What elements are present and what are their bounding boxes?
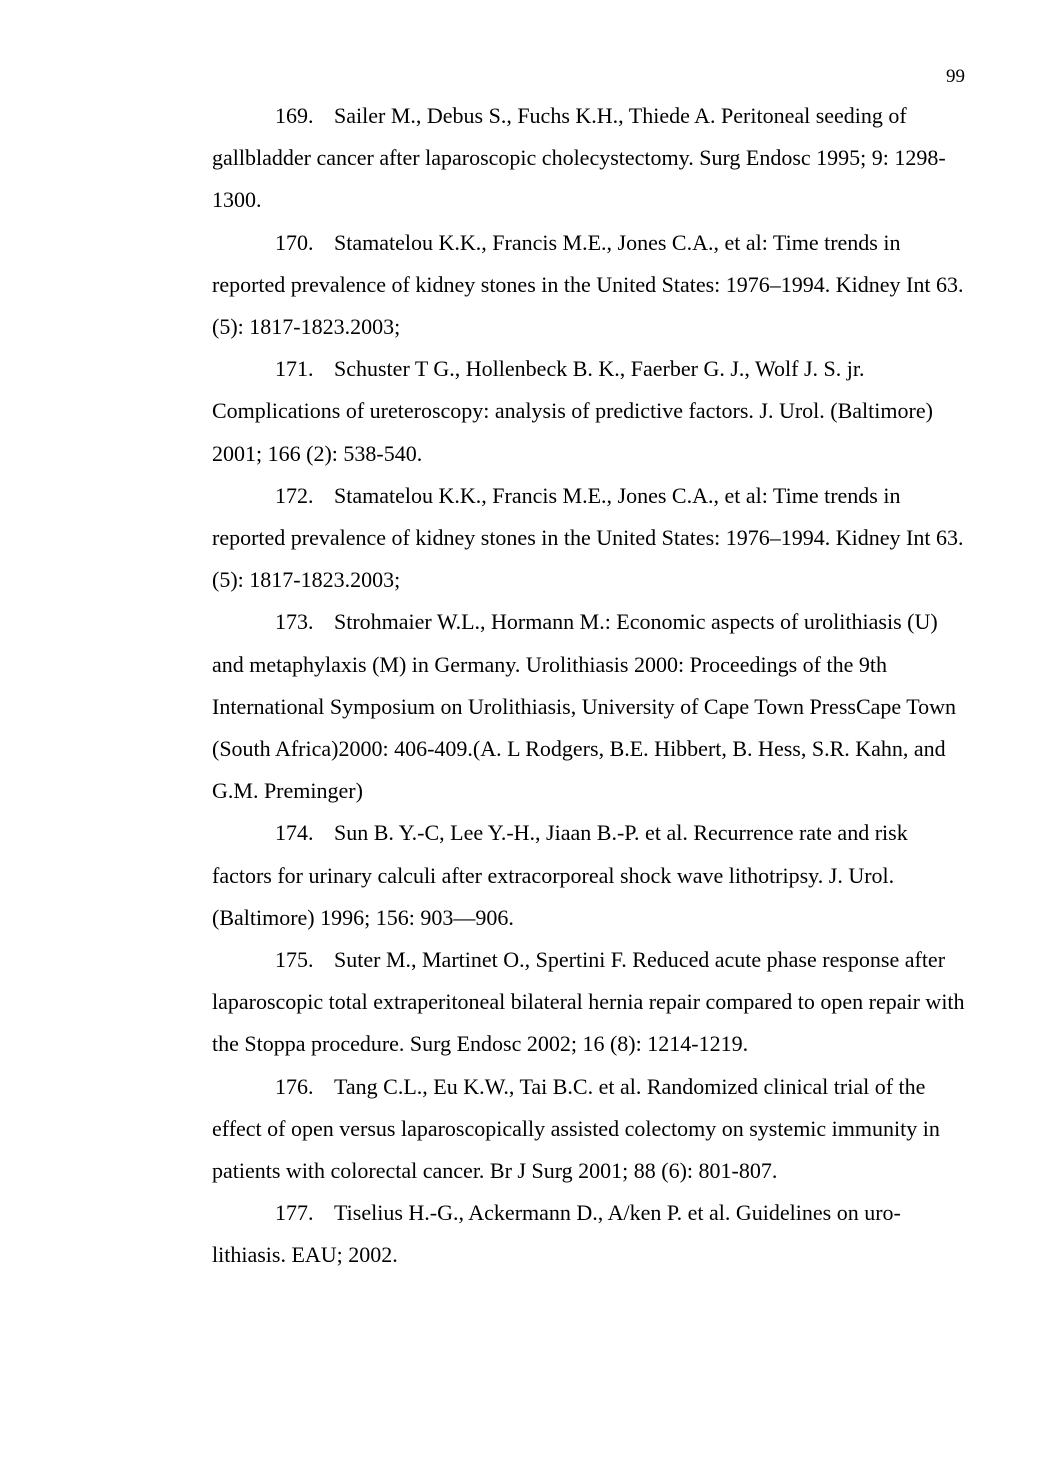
reference-number: 170.	[275, 229, 314, 255]
reference-number: 171.	[275, 356, 314, 382]
reference-number: 173.	[275, 609, 314, 635]
reference-text: Tang C.L., Eu K.W., Tai B.C. et al. Randomized clinical trial of the effect of open versus laparoscopically assisted colectomy on systemic immunity in patients with colorectal cancer. Br J Surg 2001; 88 (6): 801-807.	[212, 1073, 940, 1184]
reference-item	[212, 1066, 972, 1193]
reference-item	[212, 601, 972, 812]
reference-item	[212, 222, 972, 349]
reference-number: 172.	[275, 482, 314, 508]
reference-text: Sun B. Y.-C, Lee Y.-H., Jiaan B.-P. et al. Recurrence rate and risk factors for urinary calculi after extracorporeal shock wave lithotripsy. J. Urol. (Baltimore) 1996; 156: 903—906.	[212, 820, 908, 930]
reference-text: Tiselius H.-G., Ackermann D., A/ken P. et al. Guidelines on uro-lithiasis. EAU; 2002.	[212, 1200, 901, 1268]
reference-item	[212, 95, 972, 222]
reference-text: Sailer M., Debus S., Fuchs K.H., Thiede A. Peritoneal seeding of gallbladder cancer after laparoscopic cholecystectomy. Surg Endosc 1995; 9: 1298-1300.	[212, 103, 946, 213]
reference-text: Stamatelou K.K., Francis M.E., Jones C.A., et al: Time trends in reported prevalence of kidney stones in the United States: 1976–1994. Kidney Int 63. (5): 1817-1823.2003;	[212, 229, 964, 340]
reference-text: Suter M., Martinet O., Spertini F. Reduced acute phase response after laparoscopic total extraperitoneal bilateral hernia repair compared to open repair with the Stoppa procedure. Surg Endosc 2002; 16 (8): 1214-1219.	[212, 947, 965, 1057]
reference-item	[212, 1192, 972, 1276]
page-number: 99	[946, 66, 965, 87]
reference-number: 176.	[275, 1073, 314, 1099]
reference-number: 175.	[275, 947, 314, 973]
reference-item	[212, 348, 972, 475]
reference-item	[212, 475, 972, 602]
reference-item	[212, 812, 972, 939]
reference-text: Schuster T G., Hollenbeck B. K., Faerber G. J., Wolf J. S. jr. Complications of ureteroscopy: analysis of predictive factors. J. Urol. (Baltimore) 2001; 166 (2): 538-540.	[212, 356, 933, 466]
reference-number: 177.	[275, 1200, 314, 1226]
reference-text: Stamatelou K.K., Francis M.E., Jones C.A., et al: Time trends in reported prevalence of kidney stones in the United States: 1976–1994. Kidney Int 63. (5): 1817-1823.2003;	[212, 482, 964, 593]
reference-number: 169.	[275, 103, 314, 128]
reference-item	[212, 939, 972, 1066]
reference-text: Strohmaier W.L., Hormann M.: Economic aspects of urolithiasis (U) and metaphylaxis (M) in Germany. Urolithiasis 2000: Proceedings of the 9th International Symposium on Urolithiasis, University of Cape Town PressCape Town (South Africa)2000: 406-409.(A. L Rodgers, B.E. Hibbert, B. Hess, S.R. Kahn, and G.M. Preminger)	[212, 609, 957, 804]
reference-list	[212, 95, 972, 1277]
reference-number: 174.	[275, 820, 314, 846]
